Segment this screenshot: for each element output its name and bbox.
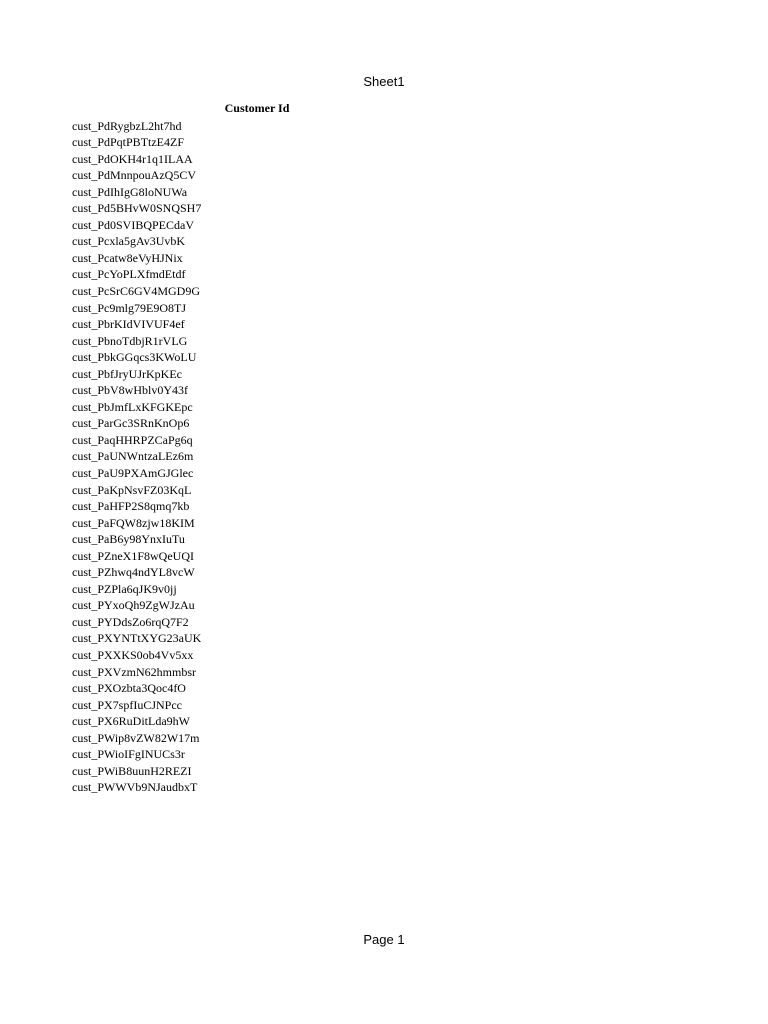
customer-id-cell: cust_PZneX1F8wQeUQI xyxy=(72,548,194,563)
customer-id-cell: cust_PYxoQh9ZgWJzAu xyxy=(72,598,195,613)
customer-id-cell: cust_Pcatw8eVyHJNix xyxy=(72,250,183,265)
customer-id-cell: cust_Pd5BHvW0SNQSH7 xyxy=(72,201,202,216)
customer-id-cell: cust_PXVzmN62hmmbsr xyxy=(72,664,196,679)
customer-id-cell: cust_PWip8vZW82W17m xyxy=(72,730,200,745)
customer-id-cell: cust_PdRygbzL2ht7hd xyxy=(72,118,182,133)
customer-id-cell: cust_Pc9mlg79E9O8TJ xyxy=(72,300,186,315)
customer-id-cell: cust_PZhwq4ndYL8vcW xyxy=(72,565,195,580)
customer-id-cell: cust_PdOKH4r1q1ILAA xyxy=(72,151,193,166)
customer-id-cell: cust_Pd0SVIBQPECdaV xyxy=(72,217,195,232)
customer-id-cell: cust_ParGc3SRnKnOp6 xyxy=(72,416,190,431)
customer-id-cell: cust_PYDdsZo6rqQ7F2 xyxy=(72,614,189,629)
customer-id-cell: cust_PaHFP2S8qmq7kb xyxy=(72,499,190,514)
customer-id-cell: cust_PaUNWntzaLEz6m xyxy=(72,449,194,464)
customer-id-cell: cust_PX7spfIuCJNPcc xyxy=(72,697,182,712)
customer-id-cell: cust_PbfJryUJrKpKEc xyxy=(72,366,182,381)
customer-id-cell: cust_PWiB8uunH2REZI xyxy=(72,763,192,778)
customer-id-cell: cust_PcYoPLXfmdEtdf xyxy=(72,267,186,282)
customer-id-cell: cust_PdMnnpouAzQ5CV xyxy=(72,168,197,183)
sheet-title: Sheet1 xyxy=(363,74,405,89)
customer-id-cell: cust_PXOzbta3Qoc4fO xyxy=(72,681,186,696)
customer-id-cell: cust_PX6RuDitLda9hW xyxy=(72,714,190,729)
customer-id-cell: cust_PbkGGqcs3KWoLU xyxy=(72,350,197,365)
customer-id-cell: cust_PWioIFgINUCs3r xyxy=(72,747,185,762)
customer-id-cell: cust_Pcxla5gAv3UvbK xyxy=(72,234,186,249)
customer-id-cell: cust_PZPla6qJK9v0jj xyxy=(72,581,177,596)
customer-id-cell: cust_PXXKS0ob4Vv5xx xyxy=(72,648,194,662)
customer-id-cell: cust_PbJmfLxKFGKEpc xyxy=(72,399,193,414)
customer-id-cell: cust_PbV8wHblv0Y43f xyxy=(72,383,188,398)
customer-id-cell: cust_PdPqtPBTtzE4ZF xyxy=(72,135,185,150)
customer-id-cell: cust_PaKpNsvFZ03KqL xyxy=(72,482,192,497)
customer-id-cell: cust_PWWVb9NJaudbxT xyxy=(72,780,198,795)
customer-id-cell: cust_PaqHHRPZCaPg6q xyxy=(72,432,193,447)
customer-id-cell: cust_PcSrC6GV4MGD9G xyxy=(72,283,201,298)
customer-id-cell: cust_PXYNTtXYG23aUK xyxy=(72,631,202,646)
page-number: Page 1 xyxy=(363,932,405,947)
customer-id-cell: cust_PbrKIdVIVUF4ef xyxy=(72,317,185,332)
customer-id-cell: cust_PaFQW8zjw18KIM xyxy=(72,515,195,530)
customer-id-cell: cust_PbnoTdbjR1rVLG xyxy=(72,333,188,348)
column-header-customer-id: Customer Id xyxy=(224,101,290,115)
customer-id-list xyxy=(72,118,201,796)
customer-id-cell: cust_PaB6y98YnxIuTu xyxy=(72,532,185,547)
customer-id-cell: cust_PdIhIgG8loNUWa xyxy=(72,184,188,199)
customer-id-cell: cust_PaU9PXAmGJGlec xyxy=(72,465,194,480)
